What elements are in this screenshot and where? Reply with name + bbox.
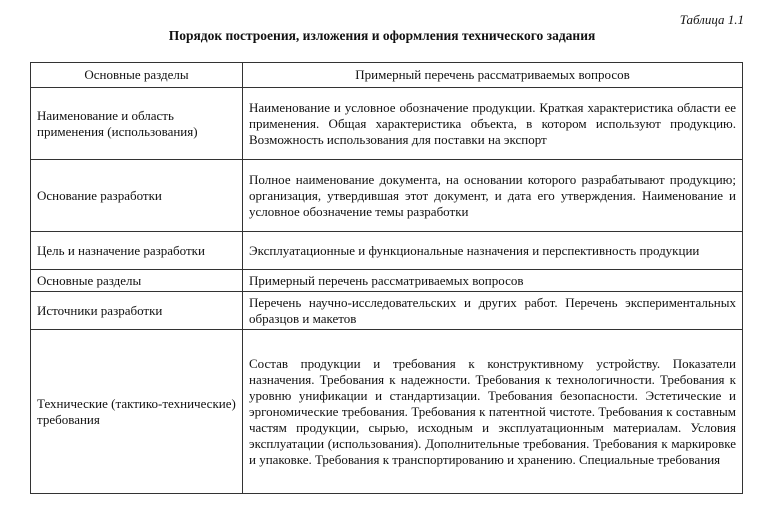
section-cell: Основание разработки xyxy=(31,160,243,232)
section-cell: Цель и назначение разработки xyxy=(31,232,243,270)
requirements-table xyxy=(30,62,743,494)
column-header-questions: Примерный перечень рассматриваемых вопросов xyxy=(243,63,743,88)
table-row xyxy=(31,160,743,232)
table-row xyxy=(31,88,743,160)
description-cell: Состав продукции и требования к конструктивному устройству. Показатели назначения. Требования к надежности. Требования к технологичности. Требования к уровню унификации и стандартизации. Требования безопасности. Эстетические и эргономические требования. Требования к патентной чистоте. Требования к составным частям продукции, сырью, исходным и эксплуатационным материалам. Условия эксплуатации (использования). Дополнительные требования. Требования к маркировке и упаковке. Требования к транспортированию и хранению. Специальные требования xyxy=(243,330,743,494)
section-cell: Наименование и область применения (использования) xyxy=(31,88,243,160)
table-number: Таблица 1.1 xyxy=(679,12,744,27)
description-cell: Примерный перечень рассматриваемых вопросов xyxy=(243,270,743,292)
table-row xyxy=(31,330,743,494)
section-cell: Основные разделы xyxy=(31,270,243,292)
description-cell: Перечень научно-исследовательских и других работ. Перечень экспериментальных образцов и макетов xyxy=(243,292,743,330)
section-cell: Источники разработки xyxy=(31,292,243,330)
table-row xyxy=(31,292,743,330)
table-row xyxy=(31,232,743,270)
table-header-row xyxy=(31,63,743,88)
description-cell: Полное наименование документа, на основании которого разрабатывают продукцию; организация, утвердившая этот документ, и дата его утверждения. Наименование и условное обозначение темы разработки xyxy=(243,160,743,232)
column-header-sections: Основные разделы xyxy=(31,63,243,88)
section-cell: Технические (тактико-технические) требования xyxy=(31,330,243,494)
description-cell: Наименование и условное обозначение продукции. Краткая характеристика области ее применения. Общая характеристика объекта, в котором используют продукцию. Возможность использования для поставки на экспорт xyxy=(243,88,743,160)
table-title: Порядок построения, изложения и оформления технического задания xyxy=(168,28,596,43)
description-cell: Эксплуатационные и функциональные назначения и перспективность продукции xyxy=(243,232,743,270)
table-row xyxy=(31,270,743,292)
